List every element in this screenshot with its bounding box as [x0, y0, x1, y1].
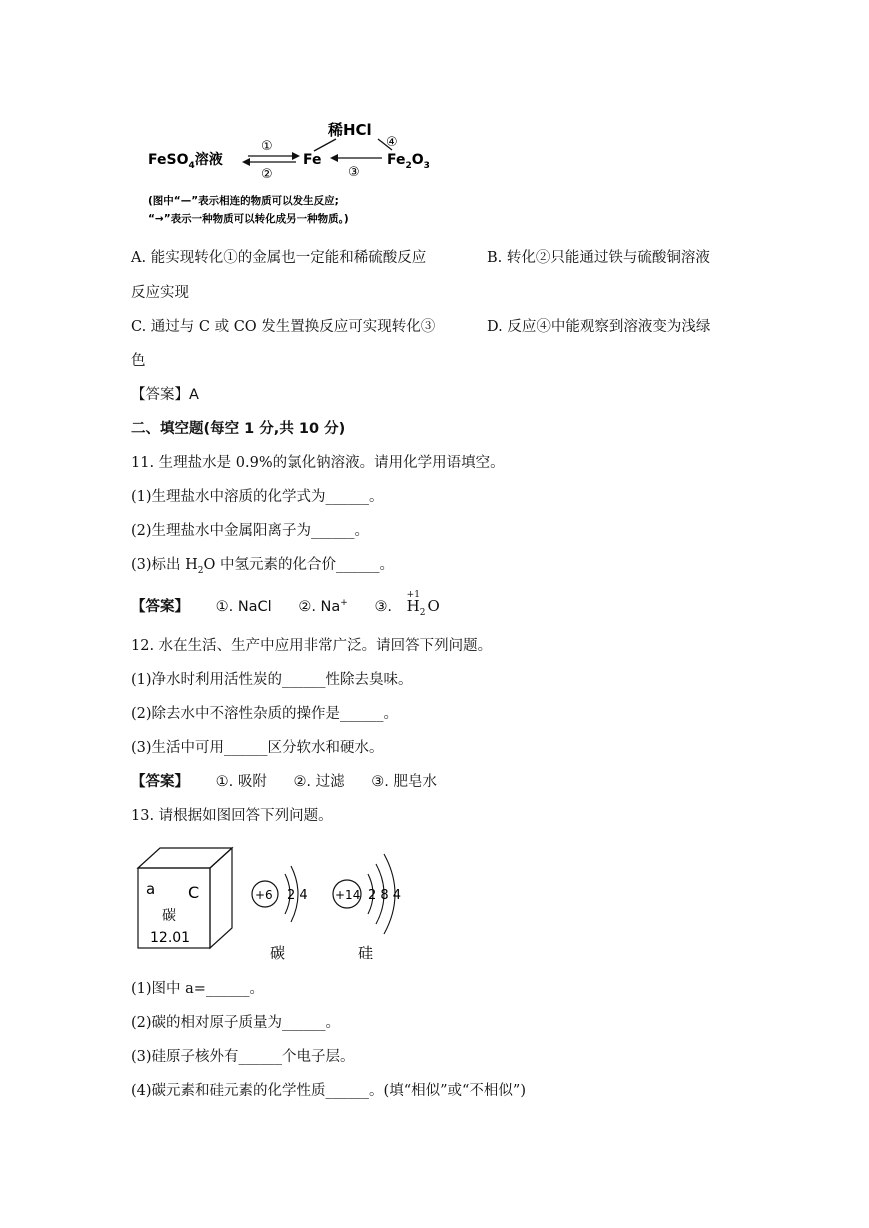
element-figure: [130, 838, 430, 970]
reagent-hcl: 稀HCl: [328, 121, 372, 139]
q13-stem: 13. 请根据如图回答下列问题。: [131, 808, 333, 824]
carbon-label: 碳: [270, 944, 286, 962]
q12-part-2: (2)除去水中不溶性杂质的操作是______。: [131, 706, 399, 722]
q12-part-3: (3)生活中可用______区分软水和硬水。: [131, 740, 384, 756]
reaction-diagram: [140, 110, 460, 230]
label-3: ③: [348, 165, 360, 180]
answer-q11: 【答案】 ①. NaCl ②. Na+ ③. +1 $H_2$ O: [131, 589, 440, 618]
q12-stem: 12. 水在生活、生产中应用非常广泛。请回答下列问题。: [131, 638, 493, 654]
tile-atomic-number: a: [146, 880, 156, 898]
q11-part-3: (3)标出 $H_2O$ 中氢元素的化合价______。: [131, 557, 395, 576]
label-4: ④: [386, 135, 398, 150]
silicon-nucleus: +14: [335, 888, 361, 902]
q13-part-3: (3)硅原子核外有______个电子层。: [131, 1049, 355, 1065]
option-b-continued: 反应实现: [131, 285, 189, 301]
feso4-label: FeSO$_4$溶液: [148, 152, 223, 171]
fe-center: Fe: [303, 152, 322, 168]
q12-part-1: (1)净水时利用活性炭的______性除去臭味。: [131, 672, 413, 688]
section-title: 二、填空题(每空 1 分,共 10 分): [131, 421, 346, 437]
diagram-note-2: “→”表示一种物质可以转化成另一种物质。): [148, 213, 349, 225]
silicon-shells: 2 8 4: [368, 888, 402, 903]
label-1: ①: [261, 139, 273, 154]
tile-symbol: C: [188, 883, 200, 902]
answer-q12: 【答案】 ①. 吸附 ②. 过滤 ③. 肥皂水: [131, 774, 437, 790]
option-b: B. 转化②只能通过铁与硫酸铜溶液: [487, 250, 710, 266]
option-d-continued: 色: [131, 353, 146, 369]
option-a: A. 能实现转化①的金属也一定能和稀硫酸反应: [131, 250, 427, 266]
carbon-nucleus: +6: [255, 888, 273, 902]
silicon-label: 硅: [358, 944, 374, 962]
carbon-shells: 2 4: [287, 888, 308, 903]
q11-stem: 11. 生理盐水是 0.9%的氯化钠溶液。请用化学用语填空。: [131, 455, 505, 471]
fe2o3-label: $Fe_2O_3$: [387, 152, 430, 171]
option-c: C. 通过与 C 或 CO 发生置换反应可实现转化③: [131, 319, 436, 335]
q11-part-2: (2)生理盐水中金属阳离子为______。: [131, 523, 370, 539]
q13-part-4: (4)碳元素和硅元素的化学性质______。(填“相似”或“不相似”): [131, 1083, 527, 1099]
answer-q10: 【答案】A: [131, 387, 199, 403]
q13-part-2: (2)碳的相对原子质量为______。: [131, 1015, 341, 1031]
tile-mass: 12.01: [150, 930, 191, 946]
q11-part-1: (1)生理盐水中溶质的化学式为______。: [131, 489, 384, 505]
tile-name: 碳: [162, 908, 176, 924]
option-d: D. 反应④中能观察到溶液变为浅绿: [487, 319, 711, 335]
diagram-note-1: (图中“—”表示相连的物质可以发生反应;: [148, 195, 339, 207]
q13-part-1: (1)图中 a=______。: [131, 981, 264, 997]
label-2: ②: [261, 167, 273, 182]
